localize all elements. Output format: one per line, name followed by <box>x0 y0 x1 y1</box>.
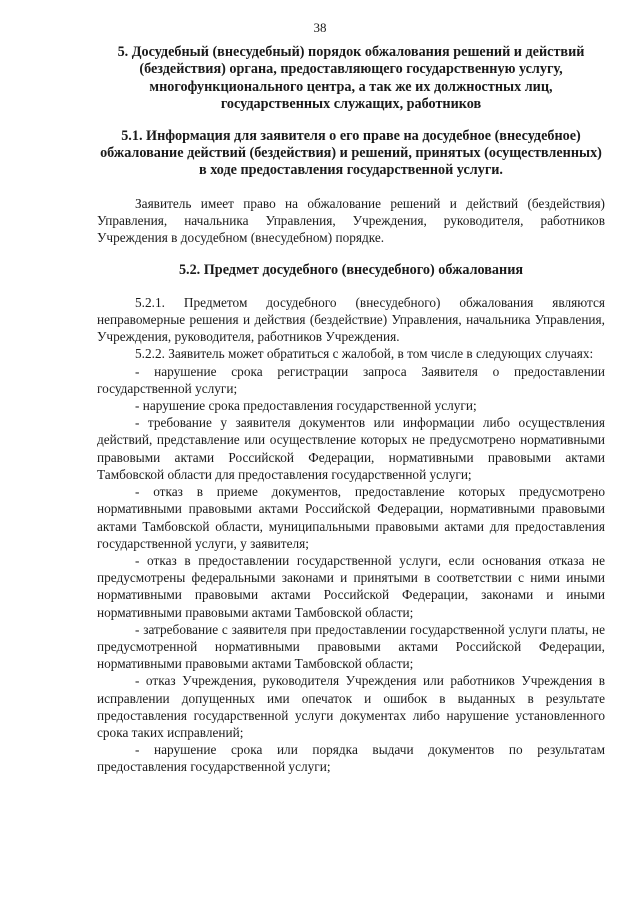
paragraph-5-2-2: 5.2.2. Заявитель может обратиться с жалобой, в том числе в следующих случаях: <box>135 346 594 362</box>
list-item: - нарушение срока или порядка выдачи документов по результатам предоставления государственной услуги; <box>97 742 605 775</box>
list-item: - отказ в предоставлении государственной услуги, если основания отказа не предусмотрены федеральными законами и принятыми в соответствии с ними иными нормативными правовыми актами Российской Федерации, законами и иными нормативными правовыми актами Тамбовской области; <box>97 552 605 620</box>
list-item: - нарушение срока предоставления государственной услуги; <box>135 398 477 414</box>
section-5-1-text: Заявитель имеет право на обжалование решений и действий (бездействия) Управления, начальника Управления, Учреждения, руководителя, работников Учреждения в досудебном (внесудебном) порядке. <box>97 195 605 246</box>
list-item: - затребование с заявителя при предоставлении государственной услуги платы, не предусмотренной нормативными правовыми актами Российской Федерации, нормативными правовыми актами Тамбовской области; <box>97 621 605 672</box>
section-5-heading: 5. Досудебный (внесудебный) порядок обжалования решений и действий (бездействия) органа, предоставляющего государственную услугу, многофункционального центра, а так же их должностных лиц, государственных служащих, работников <box>117 44 585 113</box>
section-5-1-heading: 5.1. Информация для заявителя о его праве на досудебное (внесудебное) обжалование действий (бездействия) и решений, принятых (осуществленных) в ходе предоставления государственной услуги. <box>100 127 602 179</box>
document-body <box>97 44 605 776</box>
list-item: - отказ в приеме документов, предоставление которых предусмотрено нормативными правовыми актами Российской Федерации, нормативными правовыми актами Тамбовской области, муниципальными правовыми актами для предоставления государственной услуги, у заявителя; <box>97 484 605 551</box>
paragraph-5-2-1: 5.2.1. Предметом досудебного (внесудебного) обжалования являются неправомерные решения и действия (бездействие) Управления, начальника Управления, Учреждения, руководителя, работников Учреждения. <box>97 294 605 345</box>
list-item: - требование у заявителя документов или информации либо осуществления действий, представление или осуществление которых не предусмотрено нормативными правовыми актами Российской Федерации, нормативными правовыми актами Тамбовской области для предоставления государственной услуги; <box>97 415 605 482</box>
list-item: - нарушение срока регистрации запроса Заявителя о предоставлении государственной услуги; <box>97 363 605 396</box>
page-number: 38 <box>313 20 327 35</box>
section-5-2-heading: 5.2. Предмет досудебного (внесудебного) обжалования <box>178 262 524 279</box>
list-item: - отказ Учреждения, руководителя Учреждения или работников Учреждения в исправлении допущенных ими опечаток и ошибок в выданных в результате предоставления государственной услуги документах либо нарушение установленного срока таких исправлений; <box>97 673 605 740</box>
